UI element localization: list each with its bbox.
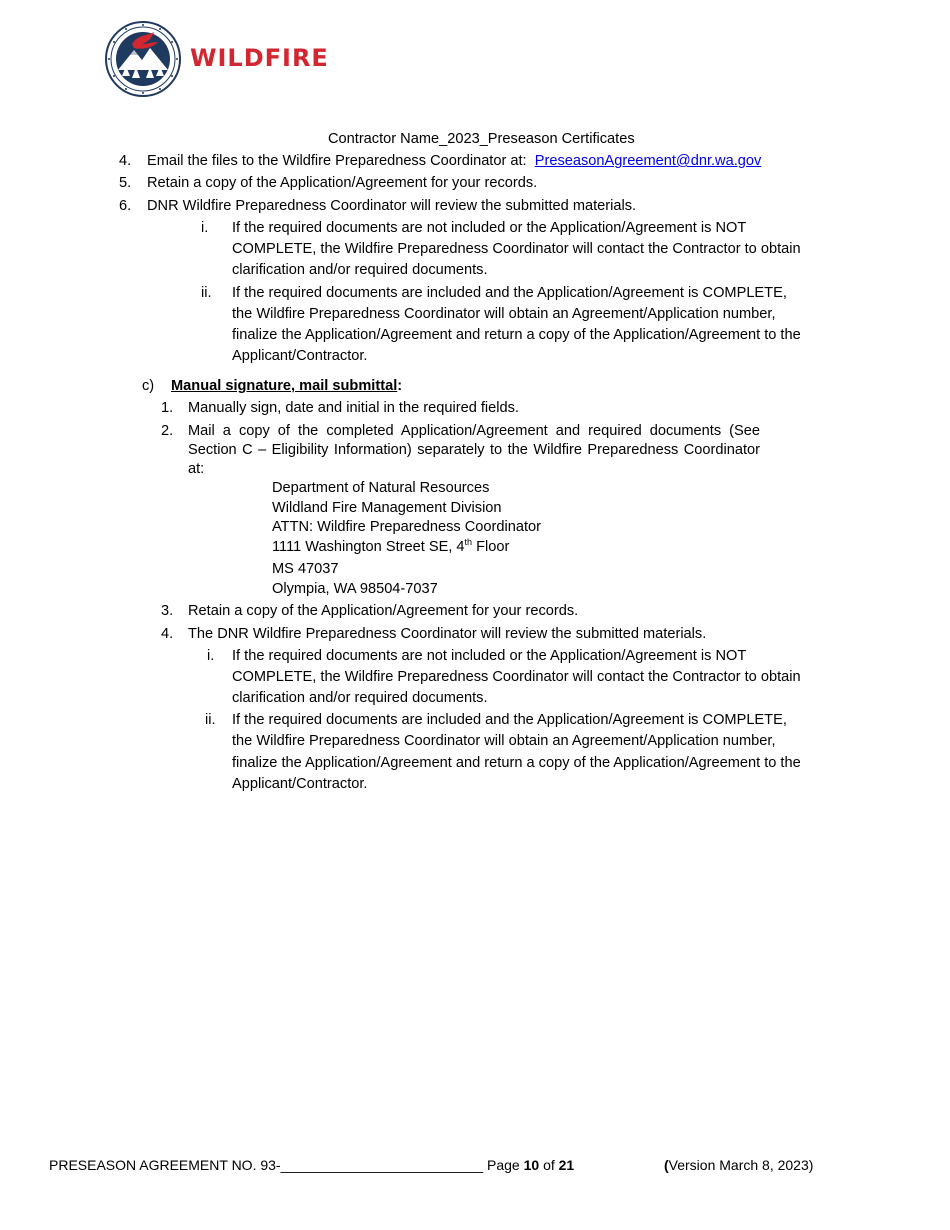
address-line: Wildland Fire Management Division <box>272 500 502 516</box>
sub-item-line: the Wildfire Preparedness Coordinator will obtain an Agreement/Application number, <box>232 733 776 749</box>
footer-page-total: 21 <box>558 1157 575 1173</box>
document-title: Contractor Name_2023_Preseason Certificates <box>328 131 635 147</box>
sub-item-line: finalize the Application/Agreement and return a copy of the Application/Agreement to the <box>232 755 801 771</box>
list-item-text: The DNR Wildfire Preparedness Coordinator will review the submitted materials. <box>188 626 707 642</box>
address-line: Department of Natural Resources <box>272 480 490 496</box>
list-item-number: 4. <box>119 153 132 169</box>
sub-item-line: Applicant/Contractor. <box>232 776 368 792</box>
list-item-number: 2. <box>161 423 174 439</box>
sub-item-line: If the required documents are included and the Application/Agreement is COMPLETE, <box>232 712 787 728</box>
sub-item-line: Applicant/Contractor. <box>232 348 368 364</box>
footer-page-current: 10 <box>523 1157 540 1173</box>
sub-item-line: If the required documents are not included or the Application/Agreement is NOT <box>232 220 747 236</box>
email-link[interactable]: PreseasonAgreement@dnr.wa.gov <box>534 153 762 169</box>
list-item-number: 5. <box>119 175 132 191</box>
list-item-text: Email the files to the Wildfire Preparedness Coordinator at: <box>147 153 527 169</box>
sub-item-line: finalize the Application/Agreement and return a copy of the Application/Agreement to the <box>232 327 801 343</box>
sub-item-line: COMPLETE, the Wildfire Preparedness Coordinator will contact the Contractor to obtain <box>232 241 801 257</box>
list-item-number: 3. <box>161 603 174 619</box>
wildfire-logo-text: WILDFIRE <box>190 44 329 72</box>
sub-item-line: the Wildfire Preparedness Coordinator will obtain an Agreement/Application number, <box>232 306 776 322</box>
address-line <box>272 538 509 556</box>
list-item <box>147 152 761 170</box>
footer-agreement-number: PRESEASON AGREEMENT NO. 93-__________________________ <box>49 1157 484 1173</box>
list-item-text: Mail a copy of the completed Application/Agreement and required documents (See Section C – Eligibility Information) separately to the Wildfire Preparedness Coordinator at: <box>188 423 760 477</box>
sub-item-number: ii. <box>205 712 216 728</box>
section-label: c) <box>142 378 155 394</box>
section-heading-colon: : <box>397 378 403 394</box>
footer-page-number <box>487 1156 574 1174</box>
list-item-text: DNR Wildfire Preparedness Coordinator will review the submitted materials. <box>147 198 637 214</box>
section-heading <box>171 377 402 395</box>
footer-version-text: Version March 8, 2023) <box>668 1157 814 1173</box>
address-line-part: Floor <box>472 539 510 555</box>
sub-item-line: If the required documents are not included or the Application/Agreement is NOT <box>232 648 747 664</box>
dnr-seal-icon <box>104 20 182 98</box>
footer-version <box>664 1156 813 1174</box>
footer-of-word: of <box>543 1157 555 1173</box>
address-line-part: 1111 Washington Street SE, 4 <box>272 539 465 555</box>
sub-item-number: i. <box>201 220 209 236</box>
address-line-sup: th <box>464 537 473 548</box>
address-line: MS 47037 <box>272 561 339 577</box>
sub-item-line: If the required documents are included and the Application/Agreement is COMPLETE, <box>232 285 787 301</box>
list-item-text: Retain a copy of the Application/Agreement for your records. <box>188 603 579 619</box>
dnr-seal-logo <box>104 20 182 98</box>
list-item-number: 1. <box>161 400 174 416</box>
footer-version-paren: ( <box>664 1157 669 1173</box>
address-line: Olympia, WA 98504-7037 <box>272 581 438 597</box>
list-item-text: Manually sign, date and initial in the required fields. <box>188 400 519 416</box>
sub-item-line: clarification and/or required documents. <box>232 690 488 706</box>
sub-item-line: COMPLETE, the Wildfire Preparedness Coordinator will contact the Contractor to obtain <box>232 669 801 685</box>
address-line: ATTN: Wildfire Preparedness Coordinator <box>272 519 542 535</box>
footer-page-word: Page <box>487 1157 520 1173</box>
list-item-number: 6. <box>119 198 132 214</box>
list-item-text: Retain a copy of the Application/Agreement for your records. <box>147 175 538 191</box>
list-item-number: 4. <box>161 626 174 642</box>
sub-item-number: i. <box>207 648 215 664</box>
section-heading-text: Manual signature, mail submittal <box>171 378 398 394</box>
sub-item-number: ii. <box>201 285 212 301</box>
sub-item-line: clarification and/or required documents. <box>232 262 488 278</box>
